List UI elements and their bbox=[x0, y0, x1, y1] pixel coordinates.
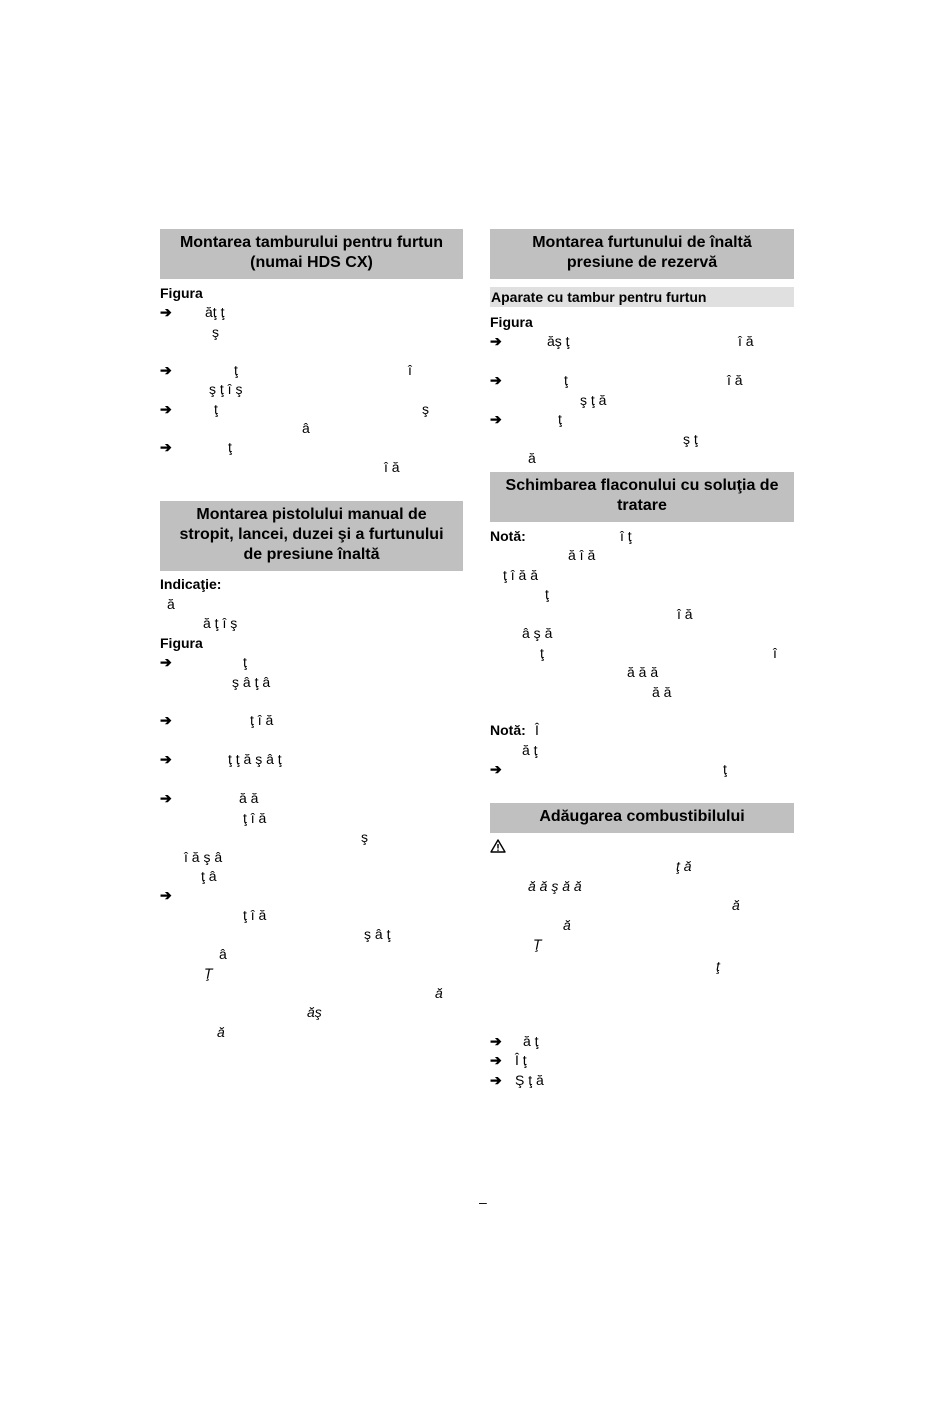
body-text: ţ bbox=[723, 761, 727, 777]
body-text: î bbox=[773, 645, 777, 661]
body-text: ş â ţ bbox=[364, 926, 391, 942]
body-text: ă ă ş ă ă bbox=[528, 878, 582, 894]
body-text: â bbox=[302, 420, 310, 436]
body-text: ţ î ă bbox=[250, 712, 274, 728]
figure-label: Figura bbox=[160, 635, 203, 651]
body-text: ţ ă bbox=[676, 858, 692, 874]
arrow-icon: ➔ bbox=[160, 401, 172, 417]
section-title-line: Montarea tamburului pentru furtun bbox=[179, 234, 444, 251]
arrow-icon: ➔ bbox=[160, 304, 172, 320]
section-title-line: presiune de rezervă bbox=[566, 254, 718, 271]
body-text: ă ţ bbox=[523, 1033, 539, 1049]
body-text: ă bbox=[563, 917, 571, 933]
arrow-icon: ➔ bbox=[160, 790, 172, 806]
section-title-line: Montarea pistolului manual de bbox=[196, 506, 427, 523]
body-text: ă bbox=[167, 596, 175, 612]
section-header-treatment-flask bbox=[490, 472, 794, 522]
arrow-icon: ➔ bbox=[160, 362, 172, 378]
body-text: ţ bbox=[214, 401, 218, 417]
body-text: ă bbox=[732, 897, 740, 913]
section-header-spare-hose bbox=[490, 229, 794, 279]
body-text: ţ bbox=[243, 654, 247, 670]
arrow-icon: ➔ bbox=[490, 411, 502, 427]
body-text: ă bbox=[217, 1024, 225, 1040]
body-text: ţ bbox=[716, 958, 720, 974]
arrow-icon: ➔ bbox=[160, 439, 172, 455]
body-text: ţ bbox=[228, 439, 232, 455]
body-text: ă ă bbox=[239, 790, 259, 806]
body-text: î bbox=[408, 362, 412, 378]
body-text: â bbox=[219, 946, 227, 962]
warning-triangle-icon bbox=[490, 839, 506, 853]
body-text: â ş ă bbox=[522, 625, 553, 641]
body-text: Î ţ bbox=[515, 1052, 527, 1068]
arrow-icon: ➔ bbox=[490, 333, 502, 349]
section-title-line: stropit, lancei, duzei şi a furtunului bbox=[179, 526, 444, 543]
section-title-line: (numai HDS CX) bbox=[250, 254, 373, 271]
section-header-pistol-mounting bbox=[160, 501, 463, 571]
body-text: ş ţ î ş bbox=[209, 381, 243, 397]
section-header-drum-mounting bbox=[160, 229, 463, 279]
section-title-line: tratare bbox=[617, 497, 667, 514]
body-text: ş â ţ â bbox=[232, 674, 271, 690]
arrow-icon: ➔ bbox=[490, 1072, 502, 1088]
section-title-line: de presiune înaltă bbox=[243, 546, 380, 563]
indication-label: Indicaţie: bbox=[160, 576, 222, 592]
arrow-icon: ➔ bbox=[490, 372, 502, 388]
arrow-icon: ➔ bbox=[160, 654, 172, 670]
body-text: ş ţ bbox=[683, 431, 698, 447]
section-header-fuel bbox=[490, 803, 794, 833]
body-text: î ă ş â bbox=[184, 849, 223, 865]
section-title-line: Adăugarea combustibilului bbox=[539, 808, 745, 825]
figure-label: Figura bbox=[490, 314, 533, 330]
body-text: î ă bbox=[727, 372, 743, 388]
body-text: Î bbox=[535, 722, 539, 738]
body-text: ş bbox=[361, 829, 368, 845]
arrow-icon: ➔ bbox=[160, 751, 172, 767]
body-text: î ă bbox=[677, 606, 693, 622]
body-text: ţ î ă bbox=[243, 810, 267, 826]
body-text: ă ă bbox=[652, 684, 672, 700]
arrow-icon: ➔ bbox=[160, 887, 172, 903]
section-title-line: Montarea furtunului de înaltă bbox=[532, 234, 752, 251]
arrow-icon: ➔ bbox=[490, 1052, 502, 1068]
page-number: – bbox=[479, 1194, 487, 1210]
body-text: ţ bbox=[564, 372, 568, 388]
arrow-icon: ➔ bbox=[160, 712, 172, 728]
arrow-icon: ➔ bbox=[490, 761, 502, 777]
body-text: ă î ă bbox=[568, 547, 596, 563]
body-text: ş ţ ă bbox=[580, 392, 607, 408]
body-text: ţ î ă bbox=[243, 907, 267, 923]
body-text: ţ bbox=[540, 645, 544, 661]
sub-header: Aparate cu tambur pentru furtun bbox=[490, 287, 794, 307]
arrow-icon: ➔ bbox=[490, 1033, 502, 1049]
body-text: ţ î ă ă bbox=[503, 567, 539, 583]
body-text: Ţ bbox=[204, 965, 213, 981]
body-text: Ş ţ ă bbox=[515, 1072, 544, 1088]
body-text: ă bbox=[528, 450, 536, 466]
body-text: î ă bbox=[384, 459, 400, 475]
section-title-line: Schimbarea flaconului cu soluţia de bbox=[505, 477, 779, 494]
body-text: ă ă ă bbox=[627, 664, 659, 680]
body-text: î ţ bbox=[620, 528, 632, 544]
body-text: ă bbox=[435, 985, 443, 1001]
note-label: Notă: bbox=[490, 722, 526, 738]
body-text: ăş ţ bbox=[547, 333, 570, 349]
body-text: ăţ ţ bbox=[205, 304, 225, 320]
body-text: î ă bbox=[738, 333, 754, 349]
body-text: ţ bbox=[234, 362, 238, 378]
body-text: ş bbox=[212, 324, 219, 340]
body-text: ş bbox=[422, 401, 429, 417]
body-text: ă ţ î ş bbox=[203, 615, 238, 631]
body-text: ţ â bbox=[201, 868, 217, 884]
note-label: Notă: bbox=[490, 528, 526, 544]
body-text: ă ţ bbox=[522, 742, 538, 758]
body-text: Ţ bbox=[533, 936, 542, 952]
body-text: ăş bbox=[307, 1004, 322, 1020]
body-text: ţ bbox=[545, 586, 549, 602]
figure-label: Figura bbox=[160, 285, 203, 301]
body-text: ţ ţ ă ş â ţ bbox=[228, 751, 282, 767]
body-text: ţ bbox=[558, 411, 562, 427]
